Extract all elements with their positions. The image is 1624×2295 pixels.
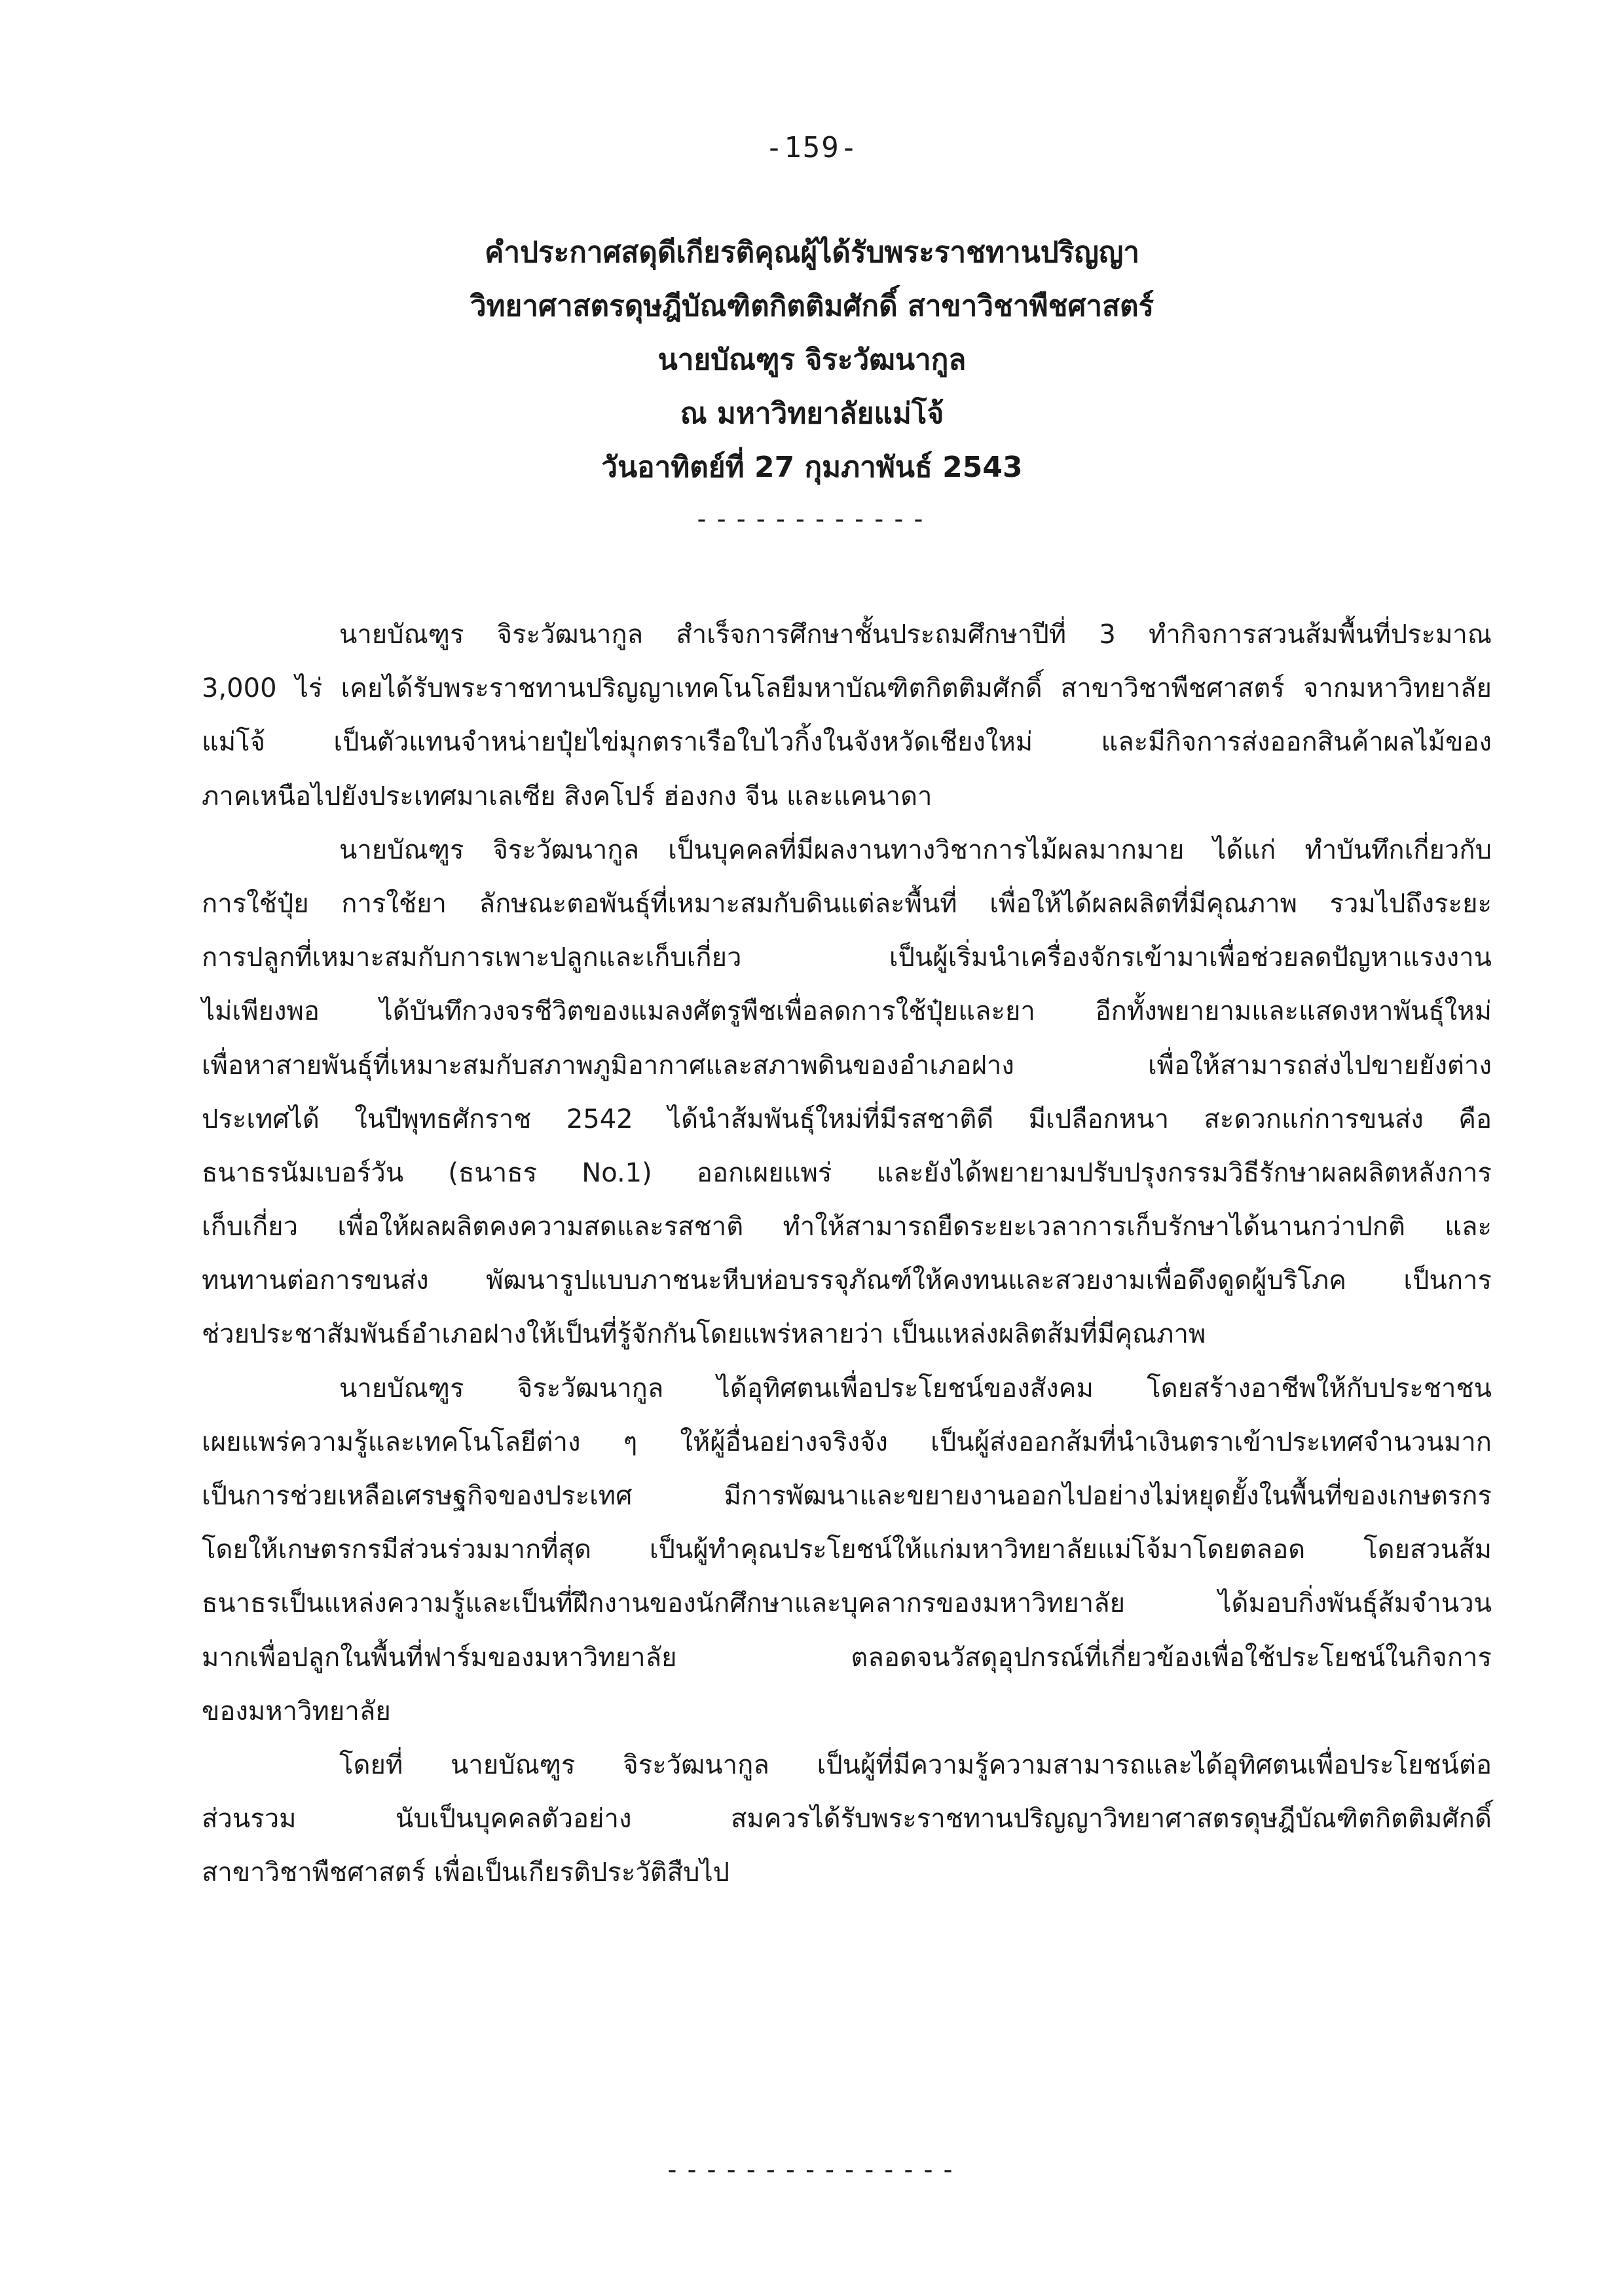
paragraph-1-line: นายบัณฑูร จิระวัฒนากูล สำเร็จการศึกษาชั้นประถมศึกษาปีที่ 3 ทำกิจการสวนส้มพื้นที่ประมาณ bbox=[339, 620, 1492, 650]
paragraph-3-line: นายบัณฑูร จิระวัฒนากูล ได้อุทิศตนเพื่อประโยชน์ของสังคม โดยสร้างอาชีพให้กับประชาชน bbox=[339, 1373, 1492, 1404]
heading-divider: ------------ bbox=[693, 504, 931, 534]
page-number: -159- bbox=[765, 131, 859, 164]
paragraph-3-line: ของมหาวิทยาลัย bbox=[202, 1696, 391, 1726]
paragraph-2-line: ประเทศได้ ในปีพุทธศักราช 2542 ได้นำส้มพันธุ์ใหม่ที่มีรสชาติดี มีเปลือกหนา สะดวกแก่การขนส่ง คือ bbox=[202, 1104, 1492, 1134]
heading-venue: ณ มหาวิทยาลัยแม่โจ้ bbox=[680, 397, 944, 430]
paragraph-3-line: เป็นการช่วยเหลือเศรษฐกิจของประเทศ มีการพัฒนาและขยายงานออกไปอย่างไม่หยุดยั้งในพื้นที่ของเกษตรกร bbox=[202, 1481, 1492, 1511]
paragraph-2-line: ไม่เพียงพอ ได้บันทึกวงจรชีวิตของแมลงศัตรูพืชเพื่อลดการใช้ปุ๋ยและยา อีกทั้งพยายามและแสดงหาพันธุ์ใหม่ bbox=[202, 996, 1492, 1027]
closing-divider: --------------- bbox=[664, 2155, 960, 2185]
citation-body bbox=[202, 608, 1492, 1900]
paragraph-2-line: ทนทานต่อการขนส่ง พัฒนารูปแบบภาชนะหีบห่อบรรจุภัณฑ์ให้คงทนและสวยงามเพื่อดึงดูดผู้บริโภค เป็นการ bbox=[202, 1265, 1492, 1296]
paragraph-4-line: โดยที่ นายบัณฑูร จิระวัฒนากูล เป็นผู้ที่มีความรู้ความสามารถและได้อุทิศตนเพื่อประโยชน์ต่อ bbox=[339, 1749, 1492, 1780]
heading-title-line: คำประกาศสดุดีเกียรติคุณผู้ได้รับพระราชทานปริญญา bbox=[484, 236, 1140, 269]
heading-date: วันอาทิตย์ที่ 27 กุมภาพันธ์ 2543 bbox=[601, 451, 1023, 484]
paragraph-2-line: เก็บเกี่ยว เพื่อให้ผลผลิตคงความสดและรสชาติ ทำให้สามารถยืดระยะเวลาการเก็บรักษาได้นานกว่าปกติ และ bbox=[202, 1212, 1492, 1242]
paragraph-3-line: โดยให้เกษตรกรมีส่วนร่วมมากที่สุด เป็นผู้ทำคุณประโยชน์ให้แก่มหาวิทยาลัยแม่โจ้มาโดยตลอด โดยสวนส้ม bbox=[202, 1535, 1492, 1565]
heading-recipient-name: นายบัณฑูร จิระวัฒนากูล bbox=[657, 343, 967, 377]
heading-degree-line: วิทยาศาสตรดุษฎีบัณฑิตกิตติมศักดิ์ สาขาวิชาพืชศาสตร์ bbox=[470, 289, 1154, 323]
paragraph-2-line: ธนาธรนัมเบอร์วัน (ธนาธร No.1) ออกเผยแพร่ และยังได้พยายามปรับปรุงกรรมวิธีรักษาผลผลิตหลังการ bbox=[202, 1157, 1492, 1188]
paragraph-1-line: แม่โจ้ เป็นตัวแทนจำหน่ายปุ๋ยไข่มุกตราเรือใบไวกิ้งในจังหวัดเชียงใหม่ และมีกิจการส่งออกสินค้าผลไม้ของ bbox=[202, 727, 1492, 758]
paragraph-2-line: ช่วยประชาสัมพันธ์อำเภอฝางให้เป็นที่รู้จักกันโดยแพร่หลายว่า เป็นแหล่งผลิตส้มที่มีคุณภาพ bbox=[202, 1319, 1206, 1350]
paragraph-4-line: สาขาวิชาพืชศาสตร์ เพื่อเป็นเกียรติประวัติสืบไป bbox=[202, 1857, 730, 1888]
paragraph-1-line: 3,000 ไร่ เคยได้รับพระราชทานปริญญาเทคโนโลยีมหาบัณฑิตกิตติมศักดิ์ สาขาวิชาพืชศาสตร์ จากมหาวิทยาลัย bbox=[202, 673, 1492, 704]
paragraph-3-line: มากเพื่อปลูกในพื้นที่ฟาร์มของมหาวิทยาลัย ตลอดจนวัสดุอุปกรณ์ที่เกี่ยวข้องเพื่อใช้ประโยชน์ในกิจการ bbox=[202, 1642, 1492, 1673]
paragraph-4-line: ส่วนรวม นับเป็นบุคคลตัวอย่าง สมควรได้รับพระราชทานปริญญาวิทยาศาสตรดุษฎีบัณฑิตกิตติมศักดิ์ bbox=[202, 1804, 1492, 1835]
paragraph-3-line: ธนาธรเป็นแหล่งความรู้และเป็นที่ฝึกงานของนักศึกษาและบุคลากรของมหาวิทยาลัย ได้มอบกิ่งพันธุ์ส้มจำนวน bbox=[202, 1588, 1492, 1619]
paragraph-3-line: เผยแพร่ความรู้และเทคโนโลยีต่าง ๆ ให้ผู้อื่นอย่างจริงจัง เป็นผู้ส่งออกส้มที่นำเงินตราเข้าประเทศจำนวนมาก bbox=[202, 1427, 1492, 1457]
paragraph-2-line: นายบัณฑูร จิระวัฒนากูล เป็นบุคคลที่มีผลงานทางวิชาการไม้ผลมากมาย ได้แก่ ทำบันทึกเกี่ยวกับ bbox=[339, 834, 1492, 865]
paragraph-2-line: การปลูกที่เหมาะสมกับการเพาะปลูกและเก็บเกี่ยว เป็นผู้เริ่มนำเครื่องจักรเข้ามาเพื่อช่วยลดปัญหาแรงงาน bbox=[202, 942, 1492, 973]
paragraph-2-line: เพื่อหาสายพันธุ์ที่เหมาะสมกับสภาพภูมิอากาศและสภาพดินของอำเภอฝาง เพื่อให้สามารถส่งไปขายยังต่าง bbox=[202, 1050, 1492, 1081]
paragraph-1-line: ภาคเหนือไปยังประเทศมาเลเซีย สิงคโปร์ ฮ่องกง จีน และแคนาดา bbox=[202, 781, 932, 812]
document-heading bbox=[0, 226, 1624, 494]
paragraph-2-line: การใช้ปุ๋ย การใช้ยา ลักษณะตอพันธุ์ที่เหมาะสมกับดินแต่ละพื้นที่ เพื่อให้ได้ผลผลิตที่มีคุณภาพ รวมไปถึงระยะ bbox=[202, 888, 1492, 919]
